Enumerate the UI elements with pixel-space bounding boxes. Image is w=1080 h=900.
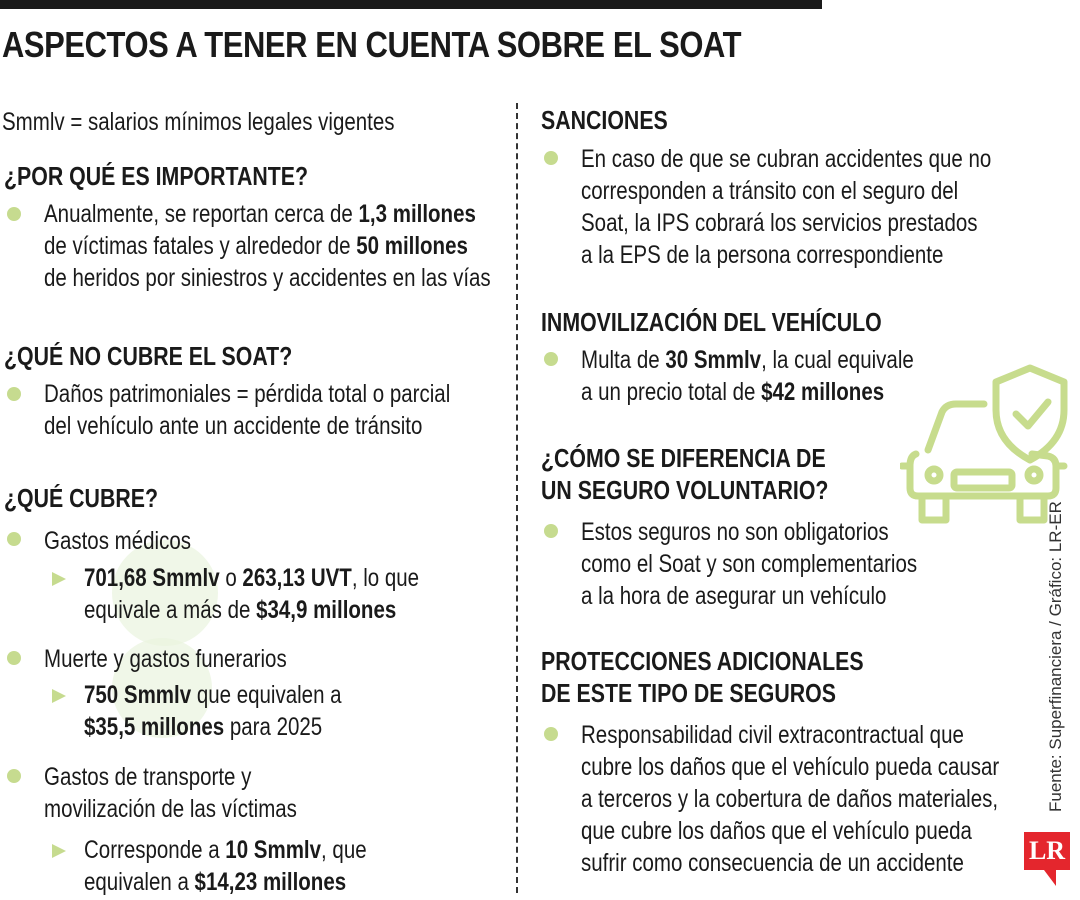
bullet-dot bbox=[544, 352, 558, 366]
importance-line-1: Anualmente, se reportan cerca de 1,3 millones bbox=[44, 200, 476, 228]
column-divider bbox=[516, 103, 518, 893]
section-heading-additional-line-1: PROTECCIONES ADICIONALES bbox=[541, 646, 864, 676]
lr-logo bbox=[1024, 832, 1070, 870]
sanctions-line-1: En caso de que se cubran accidentes que no bbox=[581, 145, 992, 173]
section-heading-importance: ¿POR QUÉ ES IMPORTANTE? bbox=[4, 161, 309, 191]
immobilization-line-1: Multa de 30 Smmlv, la cual equivale bbox=[581, 346, 914, 374]
additional-line-3: a terceros y la cobertura de daños materiales, bbox=[581, 785, 999, 813]
section-heading-voluntary-line-2: UN SEGURO VOLUNTARIO? bbox=[541, 475, 829, 505]
immobilization-line-2: a un precio total de $42 millones bbox=[581, 378, 885, 406]
medical-detail-line-2: equivale a más de $34,9 millones bbox=[84, 596, 397, 624]
bullet-dot bbox=[544, 727, 558, 741]
section-heading-voluntary-line-1: ¿CÓMO SE DIFERENCIA DE bbox=[541, 443, 826, 473]
section-heading-sanctions: SANCIONES bbox=[541, 105, 668, 135]
sanctions-line-3: Soat, la IPS cobrará los servicios prestados bbox=[581, 209, 978, 237]
transport-detail-line-2: equivalen a $14,23 millones bbox=[84, 868, 347, 896]
medical-detail-line-1: 701,68 Smmlv o 263,13 UVT, lo que bbox=[84, 564, 420, 592]
bullet-dot bbox=[7, 769, 21, 783]
sub-bullet-arrow bbox=[52, 844, 66, 858]
transport-detail-line-1: Corresponde a 10 Smmlv, que bbox=[84, 836, 367, 864]
page-title: ASPECTOS A TENER EN CUENTA SOBRE EL SOAT bbox=[2, 24, 742, 65]
voluntary-line-1: Estos seguros no son obligatorios bbox=[581, 518, 889, 546]
not-covered-line-2: del vehículo ante un accidente de tránsito bbox=[44, 412, 423, 440]
bullet-dot bbox=[7, 651, 21, 665]
voluntary-line-3: a la hora de asegurar un vehículo bbox=[581, 582, 887, 610]
not-covered-line-1: Daños patrimoniales = pérdida total o parcial bbox=[44, 380, 451, 408]
importance-line-2: de víctimas fatales y alrededor de 50 millones bbox=[44, 232, 468, 260]
lr-logo-tail bbox=[1044, 870, 1056, 886]
covered-item-funeral: Muerte y gastos funerarios bbox=[44, 645, 287, 673]
bullet-dot bbox=[544, 151, 558, 165]
additional-line-5: sufrir como consecuencia de un accidente bbox=[581, 849, 964, 877]
top-bar bbox=[0, 0, 822, 9]
bullet-dot bbox=[7, 387, 21, 401]
lr-logo-text: LR bbox=[1028, 836, 1066, 865]
covered-item-transport-line-1: Gastos de transporte y bbox=[44, 763, 252, 791]
voluntary-line-2: como el Soat y son complementarios bbox=[581, 550, 918, 578]
funeral-detail-line-2: $35,5 millones para 2025 bbox=[84, 713, 323, 741]
covered-item-medical: Gastos médicos bbox=[44, 527, 191, 555]
sub-bullet-arrow bbox=[52, 689, 66, 703]
importance-line-3: de heridos por siniestros y accidentes en las vías bbox=[44, 264, 491, 292]
section-heading-additional-line-2: DE ESTE TIPO DE SEGUROS bbox=[541, 678, 836, 708]
bullet-dot bbox=[7, 207, 21, 221]
covered-item-transport-line-2: movilización de las víctimas bbox=[44, 795, 297, 823]
sub-bullet-arrow bbox=[52, 572, 66, 586]
funeral-detail-line-1: 750 Smmlv que equivalen a bbox=[84, 681, 342, 709]
section-heading-not-covered: ¿QUÉ NO CUBRE EL SOAT? bbox=[4, 341, 293, 371]
section-heading-covered: ¿QUÉ CUBRE? bbox=[4, 483, 158, 513]
sanctions-line-4: a la EPS de la persona correspondiente bbox=[581, 241, 944, 269]
additional-line-2: cubre los daños que el vehículo pueda causar bbox=[581, 753, 1000, 781]
additional-line-4: que cubre los daños que el vehículo pueda bbox=[581, 817, 972, 845]
additional-line-1: Responsabilidad civil extracontractual que bbox=[581, 721, 964, 749]
section-heading-immobilization: INMOVILIZACIÓN DEL VEHÍCULO bbox=[541, 307, 882, 337]
source-credit: Fuente: Superfinanciera / Gráfico: LR-ER bbox=[1046, 501, 1065, 812]
bullet-dot bbox=[7, 532, 21, 546]
sanctions-line-2: corresponden a tránsito con el seguro del bbox=[581, 177, 959, 205]
bullet-dot bbox=[544, 524, 558, 538]
smmlv-note: Smmlv = salarios mínimos legales vigentes bbox=[2, 108, 395, 136]
